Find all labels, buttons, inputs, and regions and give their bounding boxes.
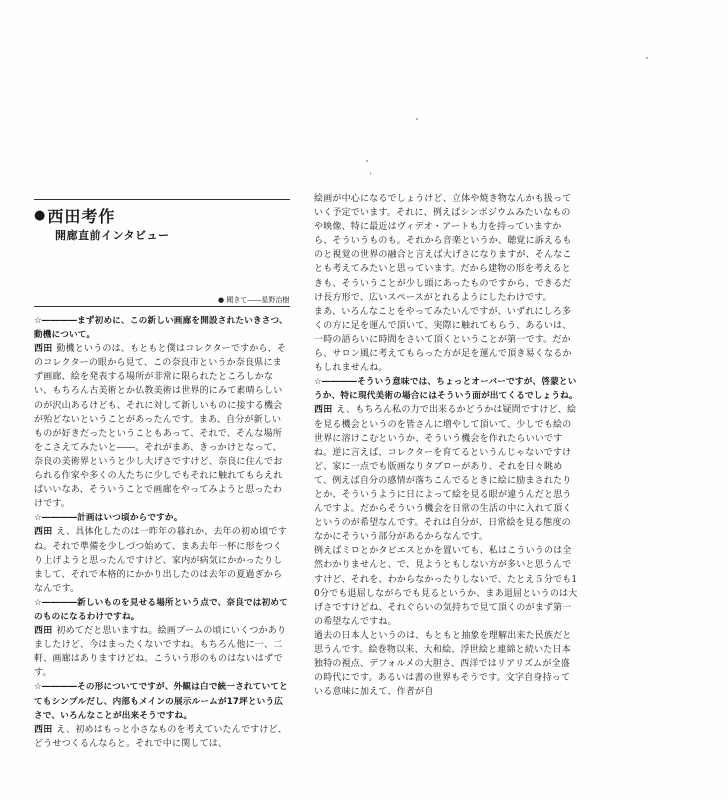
paragraph-text: え、もちろん私の力で出来るかどうかは疑問ですけど、絵を見る機会というのを皆さんに増やして頂いて、少しでも絵の世界に溶けこむというか、そういう機会を作れたらいいですね。逆に言えば、コレクターを育てるというんじゃないですけど、家に一点でも版画なりタブローがあり、それを日々眺めて、例えば自分の感情が落ちこんでるときに絵に励まされたりとか、そういうように日によって絵を見る眼が違うんだと思うんですよ。だからそういう機会を日常の生活の中に入れて頂くというのが希望なんです。それは自分が、日常絵を見る態度のなかにそういう部分があるからなんです。 xyxy=(314,405,577,543)
left-text-column xyxy=(34,314,290,751)
article-title: 西田考作 xyxy=(47,207,116,226)
bullet-icon: ● xyxy=(34,208,46,223)
interview-question xyxy=(34,680,290,722)
speaker-name: 西田 xyxy=(34,344,53,355)
interview-paragraph xyxy=(314,544,578,629)
paper-speck xyxy=(366,160,368,162)
paragraph-text: 例えばミロとかタピエスとかを置いても、私はこういうのは全然わかりませんと、で、見ようともしない方が多いと思うんですけど、それを、わからなかったりしないで、たとえ５分でも10分でも退屈しながらでも見るというか、まあ退屈というのは大げさですけどね、それぐらいの気持ちで見て頂くのがまず第一の希望なんですね。 xyxy=(314,546,578,627)
speaker-name: 西田 xyxy=(34,724,53,735)
interview-question xyxy=(34,596,290,624)
interview-question xyxy=(34,314,290,342)
paragraph-text: まあ、いろんなことをやってみたいんですが、いずれにしろ多くの方に足を運んで頂いて、実際に触れてもらう、あるいは、一時の語らいに時間をさいて頂くということが第一です。だから、サロン風に考えてもらった方が足を運んで頂き易くなるかもしれませんね。 xyxy=(314,306,572,374)
paragraph-text: え、具体化したのは一昨年の暮れか、去年の初め頃ですね。それで準備を少しづつ始めて、まあ去年一杯に形をつくり上げようと思ったんですけど、家内が病気にかかったりしまして、それで本格的にかかり出したのは去年の夏過ぎからなんです。 xyxy=(34,527,287,594)
article-subtitle: 開廊直前インタビュー xyxy=(55,229,170,242)
interview-paragraph xyxy=(314,192,578,305)
paragraph-text: え、初めはもっと小さなものを考えていたんですけど、どうせつくるんならと。それで中に関しては、 xyxy=(34,724,287,749)
interview-paragraph xyxy=(34,525,290,595)
interview-question xyxy=(34,511,290,525)
paper-speck xyxy=(370,172,371,175)
interview-paragraph xyxy=(314,305,578,375)
interview-paragraph xyxy=(34,723,290,751)
speaker-name: 西田 xyxy=(34,626,53,637)
interview-paragraph xyxy=(314,403,578,544)
paragraph-text: ☆――――その形についてですが、外観は白で統一されていてとてもシンプルだし、内部もメインの展示ルームが17坪という広さで、いろんなことが出来そうですね。 xyxy=(34,682,288,721)
paragraph-text: ☆――――新しいものを見せる場所という点で、奈良では初めてのものになるわけですね。 xyxy=(34,597,288,622)
paragraph-text: ☆――――まず初めに、この新しい画廊を開設されたいきさつ、動機について。 xyxy=(34,316,288,341)
paragraph-text: 動機というのは、もともと僕はコレクターですから、そのコレクターの眼から見て、この奈良市というか奈良県にまず画廊、絵を発表する場所が非常に限られたところしかない、もちろん古美術とか仏教美術は世界的にみて素晴らしいのが沢山あるけども、それに対して新しいものに接する機会が殆どないということがあったんです。まあ、自分が新しいものが好きだったということもあって、それで、そんな場所をこさえてみたいと――。それがまあ、きっかけとなって、奈良の美術界というと少し大げさですけど、奈良に住んでおられる作家や多くの人たちに少しでもそれに触れてもらえればいいなあ、そういうことで画廊をやってみようと思ったわけです。 xyxy=(34,344,287,510)
interview-paragraph xyxy=(314,629,578,699)
interview-paragraph xyxy=(34,342,290,511)
speaker-name: 西田 xyxy=(314,405,333,416)
paragraph-text: 絵画が中心になるでしょうけど、立体や焼き物なんかも扱っていく予定でいます。それに、例えばシンポジウムみたいなものや映像、特に最近はヴィデオ・アートも力を持っていますから、そういうものも。それから音楽というか、聴覚に訴えるものと視覚の世界の融合と言えば大げさになりますが、そんなことも考えてみたいと思っています。だから建物の形を考えるときも、そういうことが少し頭にあったものですから、できるだけ長方形で、広いスペースがとれるようにしたわけです。 xyxy=(314,194,572,303)
paragraph-text: ☆――――計画はいつ頃からですか。 xyxy=(34,513,183,524)
speaker-name: 西田 xyxy=(34,527,53,538)
paragraph-text: 初めてだと思いますね。絵画ブームの頃にいくつかありましたけど、今はまったくないですね。もちろん他に一、二軒、画廊はありますけどね。こういう形のものはないはずです。 xyxy=(34,626,287,679)
interviewer-credit: ● 聞きて――星野治樹 xyxy=(218,296,290,304)
credit-rule xyxy=(34,306,290,307)
paper-speck xyxy=(646,57,648,59)
paragraph-text: ☆――――そういう意味では、ちょっとオーバーですが、啓蒙というか、特に現代美術の場合にはそういう面が出てくるでしょうね。 xyxy=(314,377,578,402)
paper-speck xyxy=(416,118,418,120)
interview-question xyxy=(314,375,578,403)
header-rule xyxy=(34,199,290,200)
right-text-column xyxy=(314,192,578,699)
interview-paragraph xyxy=(34,624,290,680)
interviewer-credit-text: 聞きて――星野治樹 xyxy=(226,296,290,304)
paragraph-text: 過去の日本人というのは、もともと抽象を理解出来た民族だと思うんです。絵巻物以来、大和絵、浮世絵と連綿と続いた日本独特の視点、デフォルメの大胆さ、西洋ではリアリズムが全盛の時代にです。あるいは書の世界もそうです。文字自身持っている意味に加えて、作者が自 xyxy=(314,630,572,698)
article-heading xyxy=(34,204,115,227)
